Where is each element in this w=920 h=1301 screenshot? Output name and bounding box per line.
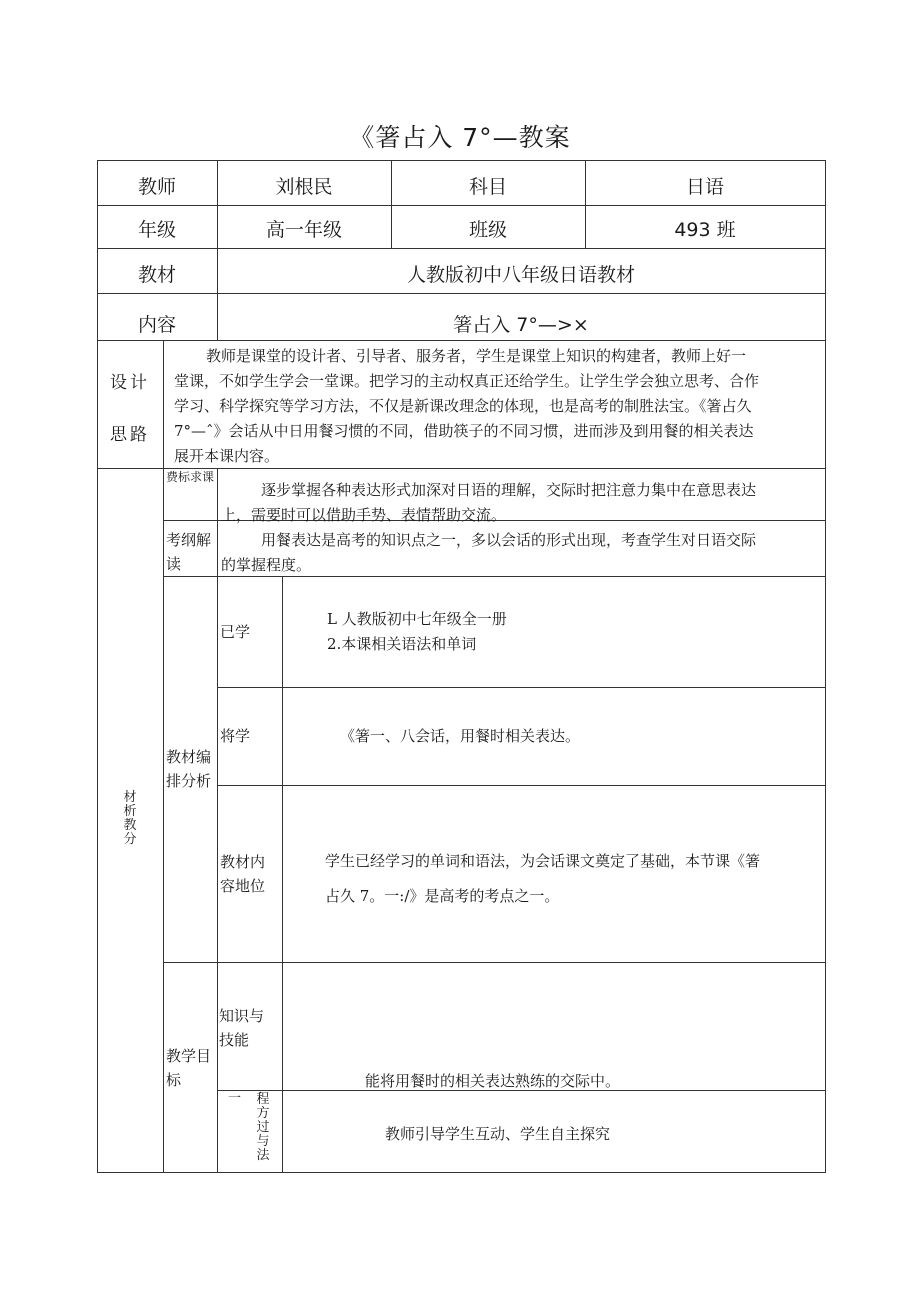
arrangement-label-line1: 教材编 (166, 748, 212, 766)
content-value: 箸占入 7°—>× (453, 314, 589, 336)
textbook-value: 人教版初中八年级日语教材 (406, 264, 635, 286)
curriculum-line: 上，需要时可以借助手势、表情帮助交流。 (221, 506, 507, 524)
document-title: 《箸占入 7°—教案 (349, 123, 571, 152)
table-divider (97, 205, 826, 206)
learned-text (327, 607, 507, 657)
design-line: 教师是课堂的设计者、引导者、服务者，学生是课堂上知识的构建者，教师上好一 (206, 347, 747, 365)
table-divider (97, 340, 826, 341)
position-label (220, 850, 265, 898)
content-label: 内容 (137, 314, 176, 336)
class-label: 班级 (468, 219, 507, 241)
curriculum-line: 逐步掌握各种表达形式加深对日语的理解，交际时把注意力集中在意思表达 (261, 481, 757, 499)
tolearn-label: 将学 (220, 727, 251, 745)
learned-label: 已学 (220, 623, 251, 641)
arrangement-label (166, 745, 211, 793)
tolearn-text: 《箸一、八会话，用餐时相关表达。 (340, 727, 581, 745)
outline-text (221, 528, 824, 578)
outline-line: 用餐表达是高考的知识点之一，多以会话的形式出现，考查学生对日语交际 (261, 531, 757, 549)
outline-label-line1: 考纲解 (166, 531, 212, 549)
grade-value: 高一年级 (265, 219, 342, 241)
learned-line: 2.本课相关语法和单词 (327, 635, 477, 653)
knowledge-label-line2: 技能 (219, 1031, 250, 1049)
outline-line: 的掌握程度。 (221, 556, 312, 574)
knowledge-label (219, 1004, 264, 1052)
design-label (97, 357, 163, 461)
arrangement-label-line2: 排分析 (166, 772, 212, 790)
design-line: 学习、科学探究等学习方法，不仅是新课改理念的体现，也是高考的制胜法宝。《箸占久 (174, 397, 752, 415)
position-line: 学生已经学习的单词和语法，为会话课文奠定了基础，本节课《箸 (325, 852, 761, 870)
table-divider (163, 962, 826, 963)
table-divider (163, 340, 164, 1173)
design-line: 7°—ˆ》会话从中日用餐习惯的不同，借助筷子的不同习惯，进而涉及到用餐的相关表达 (174, 422, 754, 440)
position-line: 占久 7。一:/》是高考的考点之一。 (325, 887, 560, 905)
subject-value: 日语 (685, 176, 724, 198)
outline-label-line2: 读 (166, 555, 182, 573)
table-border-right (825, 160, 826, 1173)
process-label: 程方过与法 (256, 1092, 270, 1163)
design-label-line2: 思路 (110, 425, 150, 445)
position-label-line1: 教材内 (220, 853, 266, 871)
goals-label (166, 1044, 211, 1092)
design-text (174, 344, 824, 469)
curriculum-text (221, 478, 824, 528)
position-label-line2: 容地位 (220, 877, 266, 895)
teacher-value: 刘根民 (275, 176, 333, 198)
knowledge-text: 能将用餐时的相关表达熟练的交际中。 (365, 1072, 621, 1090)
textbook-label: 教材 (137, 264, 176, 286)
design-label-line1: 设计 (110, 373, 150, 393)
design-line: 展开本课内容。 (174, 447, 280, 465)
table-border-bottom (97, 1172, 826, 1173)
knowledge-label-line1: 知识与 (219, 1007, 265, 1025)
learned-line: L 人教版初中七年级全一册 (327, 610, 507, 628)
teacher-label: 教师 (137, 176, 176, 198)
outline-label (166, 528, 211, 576)
goals-label-line1: 教学目 (166, 1047, 212, 1065)
curriculum-label: 费标求课 (166, 470, 215, 484)
table-border-top (97, 160, 826, 161)
grade-label: 年级 (137, 219, 176, 241)
process-text: 教师引导学生互动、学生自主探究 (385, 1125, 611, 1143)
subject-label: 科目 (468, 176, 507, 198)
goals-label-line2: 标 (166, 1071, 182, 1089)
process-label-prefix: 一 (228, 1091, 242, 1106)
table-divider (97, 248, 826, 249)
table-divider (97, 293, 826, 294)
table-divider (282, 576, 283, 1173)
table-divider (217, 687, 826, 688)
position-text (325, 849, 823, 909)
table-divider (217, 785, 826, 786)
analysis-label: 材析教分 (123, 790, 137, 847)
table-divider (217, 468, 218, 1173)
class-value: 493 班 (674, 219, 736, 241)
design-line: 堂课，不如学生学会一堂课。把学习的主动权真正还给学生。让学生学会独立思考、合作 (174, 372, 760, 390)
